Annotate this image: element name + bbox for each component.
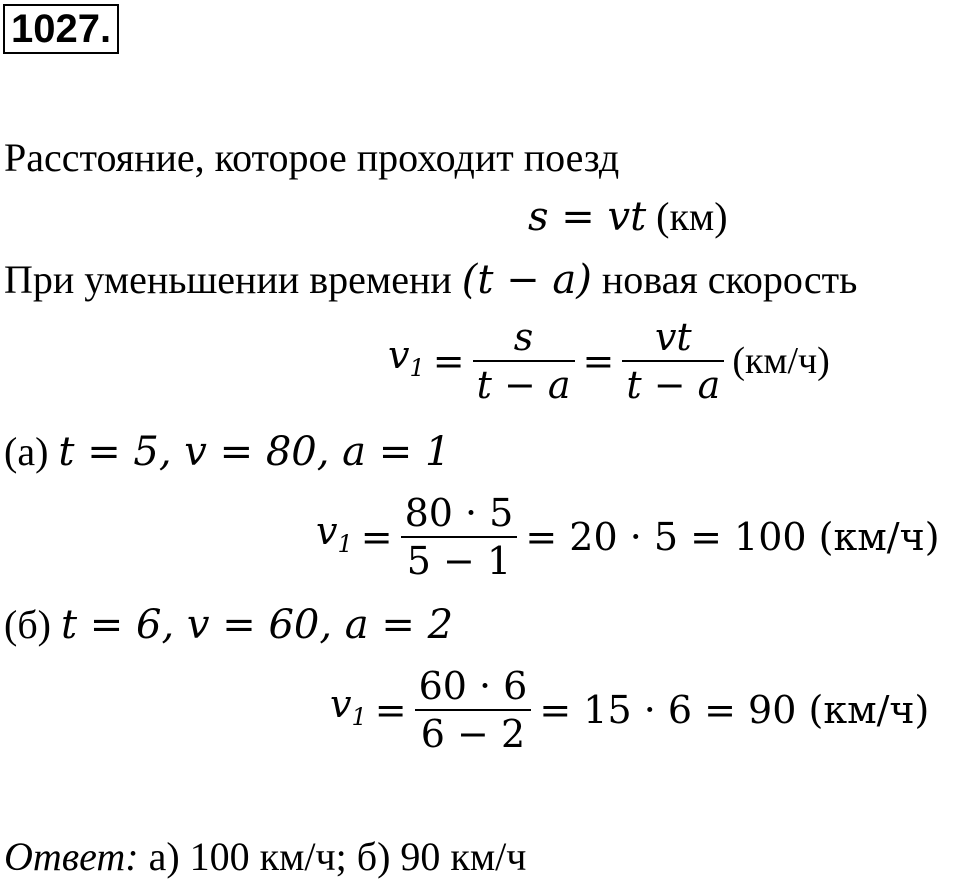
distance-formula: [528, 193, 728, 241]
case-b-formula: [326, 663, 933, 757]
case-b-params-line: [4, 601, 453, 649]
answer-label: Ответ:: [4, 834, 139, 879]
decrease-text-tail: новая скорость: [601, 257, 858, 302]
case-a-fraction: $\frac{80 \cdot 5}{5 - 1}$: [401, 490, 518, 584]
general-fraction-1: $\frac{s}{t - a}$: [473, 314, 575, 408]
problem-number: 1027.: [3, 4, 119, 54]
decrease-line: [4, 256, 857, 304]
equals-sign: =: [360, 515, 393, 559]
case-a-params: t = 5, v = 80, a = 1: [58, 429, 451, 475]
case-a-params-line: [4, 428, 450, 476]
equals-sign: =: [374, 688, 407, 732]
equals-sign: =: [582, 339, 615, 383]
case-b-label: (б): [4, 602, 51, 647]
case-a-result: = 20 · 5 = 100 (км/ч): [525, 515, 940, 559]
case-a-label: (а): [4, 429, 49, 474]
answer-line: [4, 833, 526, 881]
case-a-lhs: $v_1$: [316, 508, 353, 558]
case-b-lhs: $v_1$: [330, 681, 367, 731]
decrease-expr: (t − a): [461, 257, 592, 303]
case-b-params: t = 6, v = 60, a = 2: [61, 602, 454, 648]
answer-text: а) 100 км/ч; б) 90 км/ч: [148, 834, 527, 879]
case-b-fraction: $\frac{60 \cdot 6}{6 - 2}$: [415, 663, 532, 757]
equals-sign: =: [432, 339, 465, 383]
intro-text: Расстояние, которое проходит поезд: [4, 135, 620, 180]
general-fraction-2: $\frac{vt}{t - a}$: [622, 314, 724, 408]
general-formula: [384, 314, 834, 408]
case-a-formula: [312, 490, 944, 584]
general-lhs: $v_1$: [388, 332, 425, 382]
general-unit: (км/ч): [732, 340, 830, 382]
decrease-text: При уменьшении времени: [4, 257, 452, 302]
case-b-result: = 15 · 6 = 90 (км/ч): [539, 688, 930, 732]
distance-expr: s = vt: [528, 194, 647, 240]
distance-unit: (км): [656, 194, 728, 239]
